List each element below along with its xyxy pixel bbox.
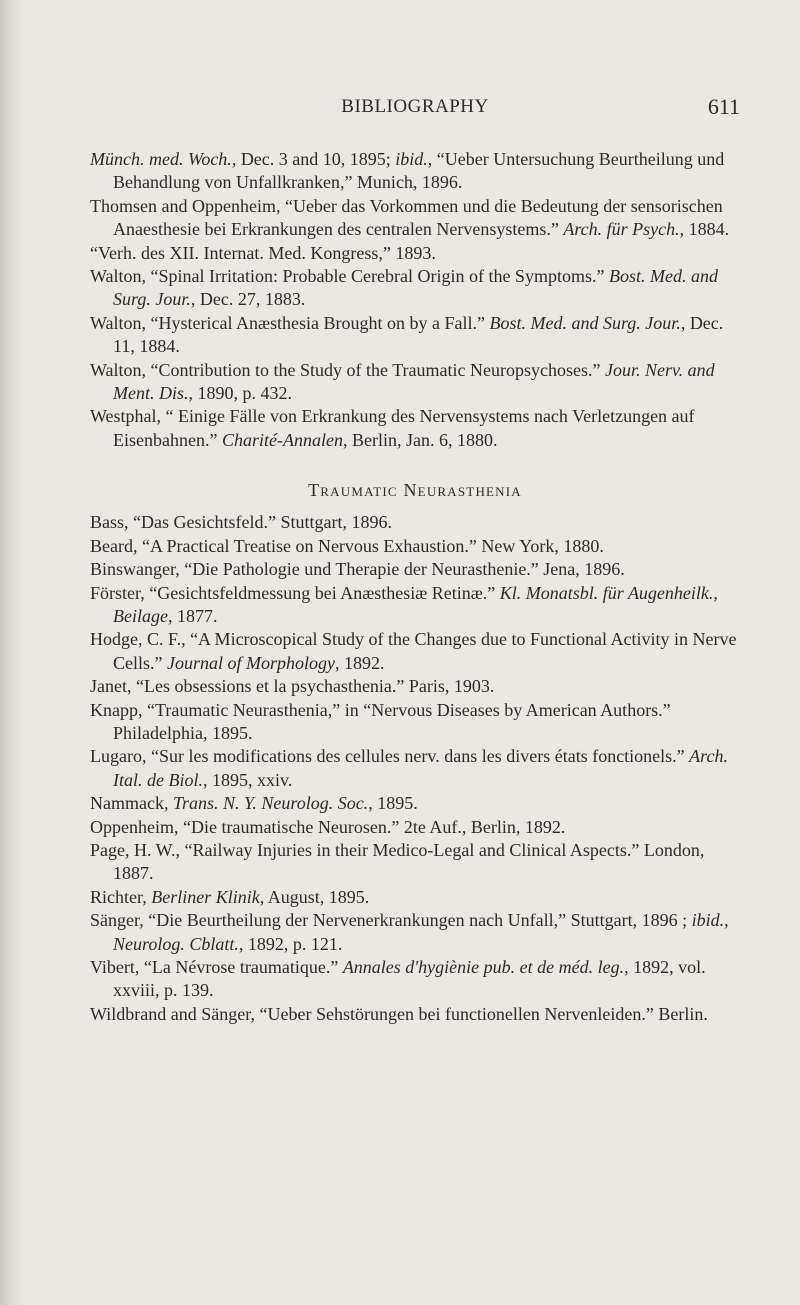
- running-head: BIBLIOGRAPHY: [341, 96, 489, 117]
- entry-text: Hodge, C. F., “A Microscopical Study of the Changes due to Functional Activity in Nerve Cells.”: [90, 629, 737, 673]
- entry-text: , “Ueber Untersuchung Beurtheilung und Behandlung von Unfallkranken,” Munich, 1896.: [113, 149, 725, 193]
- entry-text: Janet, “Les obsessions et la psychasthenia.” Paris, 1903.: [90, 676, 495, 697]
- entry-text: Lugaro, “Sur les modifications des cellules nerv. dans les divers états fonctionels.”: [90, 746, 690, 767]
- entry-title-italic: Charité-Annalen: [221, 429, 343, 450]
- bibliography-entry: [90, 405, 740, 452]
- entry-text: Thomsen and Oppenheim, “Ueber das Vorkommen und die Bedeutung der sensorischen Anaesthesie bei Erkrankungen des centralen Nervensystems.”: [90, 195, 723, 240]
- bibliography-group-traumatic-neurasthenia: [90, 511, 740, 1026]
- bibliography-entry: [90, 582, 740, 629]
- entry-title-italic: ibid.: [395, 149, 428, 169]
- section-title: Traumatic Neurasthenia: [308, 480, 522, 501]
- bibliography-entry: [90, 699, 740, 746]
- entry-text: , Dec. 11, 1884.: [113, 312, 724, 357]
- entry-text: , Dec. 3 and 10, 1895;: [231, 149, 396, 169]
- entry-title-italic: Annales d'hygiènie pub. et de méd. leg.: [342, 957, 625, 977]
- bibliography-entry: [90, 816, 740, 839]
- bibliography-entry: [90, 839, 740, 886]
- bibliography-entry: [90, 265, 740, 312]
- bibliography-entry: [90, 909, 740, 956]
- page-gutter-shadow: [0, 0, 22, 1305]
- bibliography-entry: [90, 628, 740, 675]
- entry-text: Nammack,: [90, 793, 173, 814]
- entry-title-italic: Arch. Ital. de Biol.: [113, 746, 728, 790]
- bibliography-entry: [90, 886, 740, 909]
- entry-text: Bass, “Das Gesichtsfeld.” Stuttgart, 1896.: [90, 512, 392, 533]
- entry-title-italic: Journal of Morphology: [167, 652, 335, 673]
- entry-title-italic: Kl. Monatsbl. für Augenheilk., Beilage: [113, 582, 718, 626]
- bibliography-entry: [90, 558, 740, 581]
- page-header: [90, 94, 740, 120]
- bibliography-entry: [90, 242, 740, 265]
- entry-title-italic: Trans. N. Y. Neurolog. Soc.: [172, 793, 369, 814]
- bibliography-entry: [90, 792, 740, 815]
- entry-text: , 1892, vol. xxviii, p. 139.: [113, 957, 706, 1001]
- bibliography-entry: [90, 535, 740, 558]
- entry-text: , 1884.: [679, 219, 730, 240]
- entry-text: Walton, “Spinal Irritation: Probable Cerebral Origin of the Symptoms.”: [90, 266, 609, 287]
- entry-text: , 1877.: [167, 605, 218, 626]
- entry-text: , 1892, p. 121.: [238, 933, 343, 954]
- entry-title-italic: Jour. Nerv. and Ment. Dis.: [113, 359, 715, 404]
- entry-text: , Berlin, Jan. 6, 1880.: [342, 429, 498, 450]
- entry-text: , 1895, xxiv.: [202, 769, 293, 790]
- entry-text: Walton, “Hysterical Anæsthesia Brought on by a Fall.”: [90, 312, 490, 333]
- entry-text: , 1895.: [368, 793, 418, 814]
- entry-title-italic: Berliner Klinik: [151, 886, 260, 907]
- entry-text: Wildbrand and Sänger, “Ueber Sehstörungen bei functionellen Nervenleiden.” Berlin.: [90, 1003, 708, 1024]
- entry-title-italic: ibid., Neurolog. Cblatt.: [113, 910, 729, 954]
- entry-text: Binswanger, “Die Pathologie und Therapie der Neurasthenie.” Jena, 1896.: [90, 559, 625, 580]
- page-number: 611: [707, 94, 740, 119]
- bibliography-list: [90, 148, 740, 1026]
- bibliography-entry: [90, 195, 740, 242]
- bibliography-entry: [90, 312, 740, 359]
- entry-title-italic: Bost. Med. and Surg. Jour.: [113, 266, 718, 310]
- bibliography-entry: [90, 511, 740, 534]
- entry-text: Westphal, “ Einige Fälle von Erkrankung des Nervensystems nach Verletzungen auf Eisenbahnen.”: [90, 406, 695, 450]
- entry-text: Beard, “A Practical Treatise on Nervous Exhaustion.” New York, 1880.: [90, 535, 604, 556]
- entry-text: Oppenheim, “Die traumatische Neurosen.” 2te Auf., Berlin, 1892.: [90, 816, 566, 837]
- entry-text: Page, H. W., “Railway Injuries in their Medico-Legal and Clinical Aspects.” London, 1887.: [90, 839, 705, 884]
- entry-text: Vibert, “La Névrose traumatique.”: [90, 957, 343, 977]
- bibliography-entry: [90, 675, 740, 698]
- entry-text: , 1892.: [335, 652, 385, 673]
- entry-title-italic: Münch. med. Woch.: [90, 149, 232, 169]
- entry-title-italic: Arch. für Psych.: [563, 219, 680, 240]
- entry-text: “Verh. des XII. Internat. Med. Kongress,” 1893.: [90, 242, 436, 263]
- bibliography-entry: [90, 148, 740, 195]
- entry-text: Förster, “Gesichtsfeldmessung bei Anæsthesiæ Retinæ.”: [90, 582, 500, 603]
- entry-title-italic: Bost. Med. and Surg. Jour.: [489, 312, 681, 333]
- bibliography-entry: [90, 745, 740, 792]
- entry-text: , 1890, p. 432.: [188, 383, 292, 404]
- entry-text: Richter,: [90, 886, 152, 907]
- entry-text: , Dec. 27, 1883.: [190, 289, 306, 310]
- entry-text: Knapp, “Traumatic Neurasthenia,” in “Nervous Diseases by American Authors.” Philadelphia, 1895.: [90, 699, 671, 743]
- entry-text: , August, 1895.: [259, 886, 370, 907]
- bibliography-entry: [90, 1003, 740, 1026]
- entry-text: Walton, “Contribution to the Study of the Traumatic Neuropsychoses.”: [90, 359, 605, 380]
- bibliography-entry: [90, 359, 740, 406]
- bibliography-group-continued: [90, 148, 740, 452]
- bibliography-entry: [90, 956, 740, 1003]
- entry-text: Sänger, “Die Beurtheilung der Nervenerkrankungen nach Unfall,” Stuttgart, 1896 ;: [90, 910, 692, 931]
